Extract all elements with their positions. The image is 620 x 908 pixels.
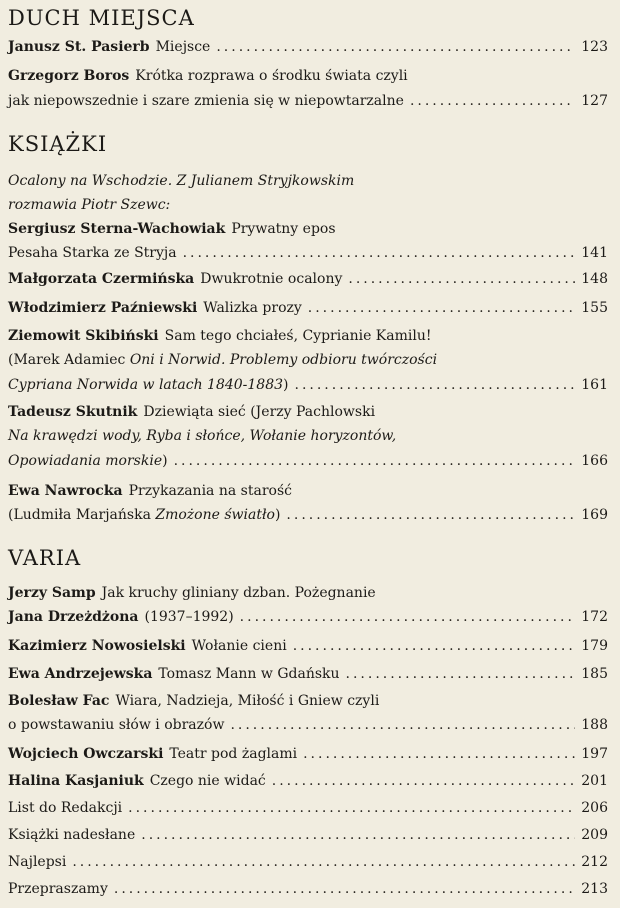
section-title-ksiazki: KSIĄŻKI bbox=[8, 132, 108, 156]
toc-entry-continuation[interactable] bbox=[8, 423, 608, 449]
page-number: 213 bbox=[581, 881, 608, 897]
entry-author: Grzegorz Boros bbox=[8, 68, 130, 84]
entry-author: Halina Kasjaniuk bbox=[8, 773, 144, 789]
entry-title: (Ludmiła Marjańska bbox=[8, 507, 151, 523]
entry-author: Ewa Andrzejewska bbox=[8, 666, 153, 682]
page-number: 212 bbox=[581, 854, 608, 870]
entry-title: List do Redakcji bbox=[8, 800, 123, 816]
entry-title: Przykazania na starość bbox=[128, 483, 292, 499]
toc-entry[interactable] bbox=[8, 822, 608, 848]
entry-title: Przepraszamy bbox=[8, 881, 108, 897]
entry-author: Jerzy Samp bbox=[8, 585, 96, 601]
entry-title: Miejsce bbox=[155, 39, 211, 55]
dot-leader bbox=[286, 502, 575, 528]
page-number: 166 bbox=[581, 453, 608, 469]
entry-title: Dwukrotnie ocalony bbox=[200, 271, 343, 287]
toc-entry[interactable] bbox=[8, 580, 608, 606]
entry-title: Książki nadesłane bbox=[8, 827, 136, 843]
page-number: 127 bbox=[581, 93, 608, 109]
entry-title: jak niepowszednie i szare zmienia się w niepowtarzalne bbox=[8, 93, 404, 109]
page-number: 179 bbox=[581, 638, 608, 654]
intro-text: rozmawia Piotr Szewc: bbox=[8, 197, 171, 213]
page-number: 197 bbox=[581, 746, 608, 762]
entry-title: (1937–1992) bbox=[144, 609, 234, 625]
toc-entry[interactable] bbox=[8, 741, 608, 767]
page-number: 169 bbox=[581, 507, 608, 523]
dot-leader bbox=[410, 88, 575, 114]
entry-author: Wojciech Owczarski bbox=[8, 746, 164, 762]
entry-author: Tadeusz Skutnik bbox=[8, 404, 138, 420]
toc-entry-continuation[interactable] bbox=[8, 502, 608, 528]
toc-entry[interactable] bbox=[8, 795, 608, 821]
toc-entry[interactable] bbox=[8, 295, 608, 321]
dot-leader bbox=[346, 661, 576, 687]
dot-leader bbox=[128, 795, 575, 821]
toc-entry[interactable] bbox=[8, 849, 608, 875]
entry-title: o powstawaniu słów i obrazów bbox=[8, 717, 225, 733]
section-title-varia: VARIA bbox=[8, 546, 82, 570]
toc-entry[interactable] bbox=[8, 478, 608, 504]
entry-title: Wiara, Nadzieja, Miłość i Gniew czyli bbox=[115, 693, 380, 709]
toc-intro bbox=[8, 192, 608, 218]
toc-entry[interactable] bbox=[8, 399, 608, 425]
toc-entry[interactable] bbox=[8, 661, 608, 687]
entry-title: Sam tego chciałeś, Cyprianie Kamilu! bbox=[164, 328, 432, 344]
toc-entry[interactable] bbox=[8, 266, 608, 292]
toc-entry[interactable] bbox=[8, 216, 608, 242]
entry-title: (Marek Adamiec bbox=[8, 352, 126, 368]
entry-title: Wołanie cieni bbox=[191, 638, 287, 654]
toc-entry-continuation[interactable] bbox=[8, 347, 608, 373]
entry-author: Janusz St. Pasierb bbox=[8, 39, 150, 55]
entry-author: Sergiusz Sterna-Wachowiak bbox=[8, 221, 226, 237]
intro-text: Ocalony na Wschodzie. Z Julianem Stryjkowskim bbox=[8, 173, 355, 189]
dot-leader bbox=[293, 633, 576, 659]
entry-author: Małgorzata Czermińska bbox=[8, 271, 195, 287]
entry-title: Walizka prozy bbox=[203, 300, 302, 316]
toc-entry[interactable] bbox=[8, 876, 608, 902]
entry-title: Jak kruchy gliniany dzban. Pożegnanie bbox=[101, 585, 376, 601]
dot-leader bbox=[230, 712, 575, 738]
entry-author: Ewa Nawrocka bbox=[8, 483, 123, 499]
entry-title: ) bbox=[274, 507, 281, 523]
toc-entry-continuation[interactable] bbox=[8, 88, 608, 114]
dot-leader bbox=[183, 240, 576, 266]
dot-leader bbox=[216, 34, 575, 60]
entry-title: Czego nie widać bbox=[149, 773, 266, 789]
entry-author: Bolesław Fac bbox=[8, 693, 110, 709]
entry-title-italic: Oni i Norwid. Problemy odbioru twórczości bbox=[129, 352, 438, 368]
toc-entry[interactable] bbox=[8, 768, 608, 794]
dot-leader bbox=[72, 849, 575, 875]
entry-title: Pesaha Starka ze Stryja bbox=[8, 245, 177, 261]
page-number: 172 bbox=[581, 609, 608, 625]
entry-title: Krótka rozprawa o środku świata czyli bbox=[135, 68, 408, 84]
page-number: 188 bbox=[581, 717, 608, 733]
page-number: 201 bbox=[581, 773, 608, 789]
page-number: 206 bbox=[581, 800, 608, 816]
page-number: 148 bbox=[581, 271, 608, 287]
entry-title-italic: Na krawędzi wody, Ryba i słońce, Wołanie horyzontów, bbox=[8, 428, 397, 444]
toc-entry-continuation[interactable] bbox=[8, 372, 608, 398]
page-number: 141 bbox=[581, 245, 608, 261]
entry-author: Ziemowit Skibiński bbox=[8, 328, 159, 344]
page-number: 161 bbox=[581, 377, 608, 393]
toc-intro bbox=[8, 168, 608, 194]
entry-title-italic: Opowiadania morskie bbox=[8, 453, 163, 469]
toc-entry[interactable] bbox=[8, 688, 608, 714]
section-title-duch-miejsca: DUCH MIEJSCA bbox=[8, 6, 195, 30]
toc-entry[interactable] bbox=[8, 633, 608, 659]
dot-leader bbox=[303, 741, 575, 767]
dot-leader bbox=[272, 768, 576, 794]
toc-entry-continuation[interactable] bbox=[8, 604, 608, 630]
toc-entry[interactable] bbox=[8, 34, 608, 60]
entry-title: Najlepsi bbox=[8, 854, 67, 870]
dot-leader bbox=[348, 266, 575, 292]
entry-author: Kazimierz Nowosielski bbox=[8, 638, 186, 654]
dot-leader bbox=[295, 372, 576, 398]
page-number: 185 bbox=[581, 666, 608, 682]
page-number: 123 bbox=[581, 39, 608, 55]
toc-entry-continuation[interactable] bbox=[8, 712, 608, 738]
entry-author: Jana Drzeżdżona bbox=[8, 609, 139, 625]
toc-entry[interactable] bbox=[8, 323, 608, 349]
entry-title: Teatr pod żaglami bbox=[169, 746, 298, 762]
entry-title: ) bbox=[162, 453, 168, 469]
page-number: 155 bbox=[581, 300, 608, 316]
dot-leader bbox=[114, 876, 575, 902]
toc-entry-continuation[interactable] bbox=[8, 448, 608, 474]
entry-title: Prywatny epos bbox=[231, 221, 336, 237]
entry-title: ) bbox=[283, 377, 289, 393]
dot-leader bbox=[141, 822, 575, 848]
entry-title-italic: Zmożone światło bbox=[155, 507, 275, 523]
toc-entry-continuation[interactable] bbox=[8, 240, 608, 266]
toc-entry[interactable] bbox=[8, 63, 608, 89]
dot-leader bbox=[174, 448, 576, 474]
entry-title: Tomasz Mann w Gdańsku bbox=[158, 666, 340, 682]
entry-title-italic: Cypriana Norwida w latach 1840-1883 bbox=[8, 377, 284, 393]
dot-leader bbox=[308, 295, 575, 321]
dot-leader bbox=[240, 604, 576, 630]
entry-title: Dziewiąta sieć (Jerzy Pachlowski bbox=[143, 404, 376, 420]
entry-author: Włodzimierz Paźniewski bbox=[8, 300, 198, 316]
page-number: 209 bbox=[581, 827, 608, 843]
